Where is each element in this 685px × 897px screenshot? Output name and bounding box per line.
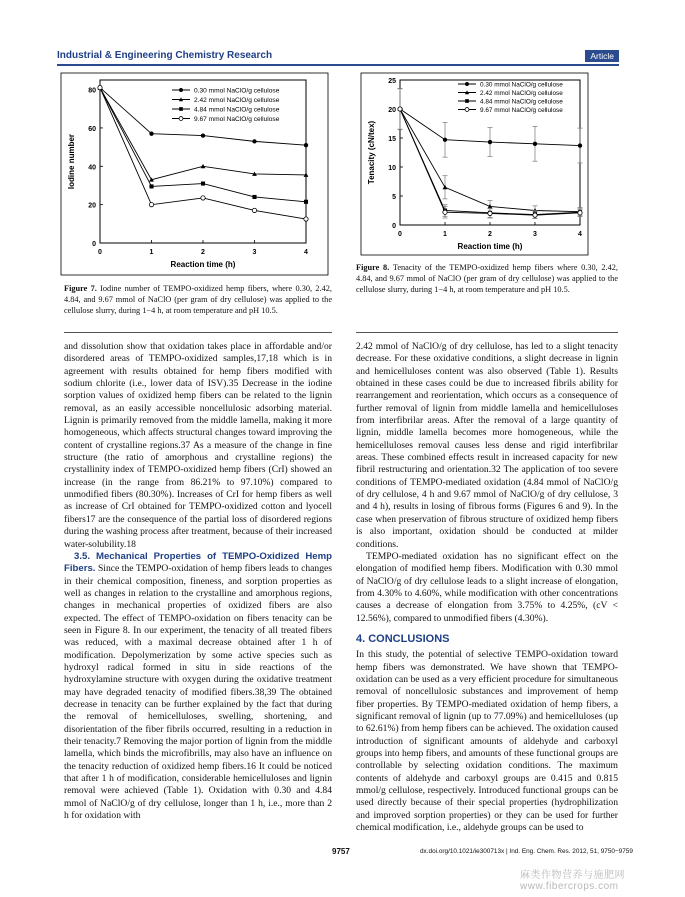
- legend-marker: [465, 82, 469, 86]
- data-point: [533, 142, 537, 146]
- y-tick-label: 0: [392, 223, 396, 230]
- data-point: [578, 211, 582, 215]
- y-tick-label: 25: [388, 78, 396, 85]
- data-point: [304, 143, 308, 147]
- x-tick-label: 0: [98, 249, 102, 256]
- data-point: [201, 182, 205, 186]
- data-point: [304, 200, 308, 204]
- y-axis-label: Iodine number: [67, 133, 76, 190]
- legend-marker: [179, 107, 183, 111]
- right-paragraph-1: 2.42 mmol of NaClO/g of dry cellulose, has led to a slight tenacity decrease. For these oxidative conditions, a slight decrease in lignin and hemicelluloses content was also observed (Table 1). Results obtained in these cases could be due to increased fibrils ability for rearrangement and reorientation, which occurs as a consequence of further removal of lignin from middle lamella and hemicelluloses from interfibrilar areas. After the removal of a large quantity of lignin, middle lamella becomes more homogeneous, while the hemicelluloses removal causes less dense and rigid interfibrilar areas. These combined effects result in increased capacity for new fibril restructuring and orientation.32 The application of too severe conditions of TEMPO-mediated oxidation (4.84 mmol of NaClO/g of dry cellulose, 4 h and 9.67 mmol of NaClO/g of dry cellulose, 3 and 4 h), results in losing of fibrous forms (Figures 6 and 9). In the case when preservation of fibrous structure of oxidized hemp fibers is also important, oxidation should be conducted at milder conditions.: [356, 341, 618, 550]
- data-point: [304, 217, 308, 221]
- legend-label: 2.42 mmol NaClO/g cellulose: [480, 90, 563, 97]
- data-point: [533, 213, 537, 217]
- x-axis-label: Reaction time (h): [170, 260, 236, 269]
- data-point: [149, 202, 153, 206]
- x-axis-label: Reaction time (h): [457, 242, 523, 251]
- figure-7-label: Figure 7.: [64, 284, 97, 293]
- data-point: [149, 132, 153, 136]
- figure-7-caption-text: Iodine number of TEMPO-oxidized hemp fibers, where 0.30, 2.42, 4.84, and 9.67 mmol of NaClO (per gram of dry cellulose) was applied to the cellulose slurry, during 1−4 h, at room temperature and pH 10.5.: [64, 284, 332, 316]
- data-point: [201, 164, 206, 168]
- y-tick-label: 5: [392, 194, 396, 201]
- y-tick-label: 80: [88, 87, 96, 95]
- y-tick-label: 40: [88, 164, 96, 172]
- conclusions-paragraph: In this study, the potential of selective TEMPO-oxidation toward hemp fibers was demonstrated. We have shown that TEMPO-oxidation can be used as a very efficient procedure for simultaneous removal of noncellulosic substances and improvement of hemp fiber properties. By TEMPO-mediated oxidation of hemp fibers, a significant removal of lignin (up to 77.09%) and hemicelluloses (up to 62.61%) from hemp fibers can be achieved. The oxidation caused introduction of significant amounts of aldehyde and carboxyl groups into hemp fibers, and amounts of these functional groups are controllable by selecting oxidation conditions. The maximum contents of aldehyde and carboxyl groups are 0.415 and 0.815 mmol/g cellulose, respectively. Introduced functional groups can be used directly because of their special properties (hydrophilization and improved sorption properties) or they can be used for further chemical modification, i.e., aldehyde groups can be used to: [356, 649, 618, 834]
- article-type-badge: Article: [585, 50, 619, 62]
- data-point: [201, 133, 205, 137]
- legend-label: 9.67 mmol NaClO/g cellulose: [480, 107, 563, 114]
- y-tick-label: 10: [388, 165, 396, 172]
- section-3-5-heading: 3.5. Mechanical Properties of TEMPO-Oxidized Hemp Fibers.: [64, 550, 332, 575]
- data-point: [149, 184, 153, 188]
- x-tick-label: 1: [443, 231, 447, 238]
- legend-marker: [465, 99, 469, 103]
- legend-label: 4.84 mmol NaClO/g cellulose: [480, 98, 563, 106]
- plot-area: [100, 80, 306, 243]
- conclusions-heading: 4. CONCLUSIONS: [356, 632, 450, 645]
- data-point: [398, 107, 402, 111]
- x-tick-label: 1: [149, 249, 154, 256]
- legend-label: 9.67 mmol NaClO/g cellulose: [194, 116, 280, 123]
- figure-8-caption-text: Tenacity of the TEMPO-oxidized hemp fibers where 0.30, 2.42, 4.84, and 9.67 mmol of NaClO (per gram of dry cellulose) was applied to the cellulose slurry, during 1−4 h, at room temperature and pH 10.5.: [356, 263, 618, 295]
- x-tick-label: 4: [578, 231, 582, 238]
- figure-8-divider: [356, 332, 618, 333]
- figure-7-chart: [60, 72, 330, 277]
- legend-label: 4.84 mmol NaClO/g cellulose: [194, 106, 280, 114]
- data-point: [488, 140, 492, 144]
- data-point: [252, 208, 256, 212]
- right-column: [356, 341, 618, 834]
- data-point: [252, 139, 256, 143]
- page-number: 9757: [332, 847, 350, 856]
- series-line: [400, 109, 580, 215]
- y-tick-label: 60: [88, 125, 96, 133]
- x-tick-label: 0: [398, 231, 402, 238]
- y-tick-label: 0: [92, 241, 96, 248]
- legend-marker: [465, 108, 469, 112]
- figure-8-label: Figure 8.: [356, 263, 390, 272]
- legend-label: 0.30 mmol NaClO/g cellulose: [480, 81, 563, 89]
- y-axis-label: Tenacity (cN/tex): [367, 120, 376, 185]
- journal-header: [57, 50, 619, 66]
- y-tick-label: 20: [388, 107, 396, 114]
- x-tick-label: 4: [304, 249, 308, 256]
- x-tick-label: 3: [533, 231, 537, 238]
- left-column: [64, 341, 332, 822]
- site-watermark: 麻类作物营养与施肥网 www.fibercrops.com: [520, 870, 625, 892]
- x-tick-label: 2: [201, 249, 205, 256]
- data-point: [443, 185, 448, 189]
- figure-7-caption: [64, 283, 332, 317]
- legend-marker: [179, 88, 183, 92]
- series-line: [400, 109, 580, 215]
- left-paragraph-2: Since the TEMPO-oxidation of hemp fibers leads to changes in their chemical composition, fineness, and sorption properties as well as changes in relation to the crystalline and amorphous regions, changes in mechanical properties of oxidized fibers are also expected. The effect of TEMPO-oxidation on fibers tenacity can be seen in Figure 8. In our experiment, the tenacity of all treated fibers was reduced, with a maximal decrease obtained after 1 h of modification. Depolymerization by some active species such as hydroxyl radical formed in situ in side reactions of the hydroxylamine structure with oxygen during the oxidative treatment may have degraded tenacity of modified fibers.38,39 The obtained decrease in tenacity can be further explained by the fact that during the removal of hemicelluloses, swelling, shortening, and disorientation of the fiber fibrils occurred, resulting in a reduction in their tenacity.7 Removing the major portion of lignin from the middle lamella, which binds the microfibrills, may also have an influence on the tenacity reduction of oxidized hemp fibers.16 It could be noticed that after 1 h of modification, considerable hemicelluloses and lignin removal were achieved (Table 1). Oxidation with 0.30 and 4.84 mmol of NaClO/g of dry cellulose, longer than 1 h, i.e., more than 2 h for oxidation with: [64, 563, 332, 822]
- figure-8-chart: [360, 72, 590, 257]
- data-point: [443, 210, 447, 214]
- data-point: [488, 211, 492, 215]
- series-line: [400, 109, 580, 212]
- y-tick-label: 20: [88, 202, 96, 210]
- legend-label: 2.42 mmol NaClO/g cellulose: [194, 97, 280, 104]
- data-point: [578, 143, 582, 147]
- figure-7-divider: [64, 332, 332, 333]
- data-point: [443, 138, 447, 142]
- figure-8-caption: [356, 262, 618, 296]
- x-tick-label: 2: [488, 231, 492, 238]
- doi-citation: dx.doi.org/10.1021/ie300713x | Ind. Eng. Chem. Res. 2012, 51, 9750−9759: [420, 848, 633, 855]
- data-point: [201, 196, 205, 200]
- data-point: [98, 86, 102, 90]
- journal-title: Industrial & Engineering Chemistry Research: [57, 50, 273, 61]
- x-tick-label: 3: [252, 249, 257, 256]
- y-tick-label: 15: [388, 136, 396, 143]
- legend-marker: [179, 117, 183, 121]
- left-paragraph-1: and dissolution show that oxidation takes place in affordable and/or disordered areas of TEMPO-oxidized samples,17,18 which is in agreement with results obtained for hemp fibers modified with sodium chlorite (i.e., lower data of ISV).35 Decrease in the iodine sorption values of oxidized hemp fibers can be related to the lignin removal, as an easily accessible noncellulosic adsorbing material. Lignin is primarily removed from the middle lamella, making it more homogeneous, which affects structural changes toward improving the content of crystalline regions.37 As a measure of the change in fine structure (the ratio of amorphous and crystalline regions) the crystallinity index of TEMPO-oxidized hemp fibers (CrI) showed an increase (in the range from 86.21% to 97.10%) compared to unmodified fibers (80.30%). Increases of CrI for hemp fibers as well as increase of CrI obtained for TEMPO-oxidized cotton and lyocell fibers17 are the consequence of the partial loss of disordered regions during the washing process after treatment, because of their increased water-solubility.18: [64, 341, 332, 550]
- legend-label: 0.30 mmol NaClO/g cellulose: [194, 87, 280, 95]
- data-point: [252, 195, 256, 199]
- right-paragraph-2: TEMPO-mediated oxidation has no significant effect on the elongation of modified hemp fibers. Modification with 0.30 mmol of NaClO/g of dry cellulose leads to a slight increase of elongation, from 4.30% to 4.60%, while modification with other concentrations causes a decrease of elongation from 3.75% to 4.25%, (cV < 12.56%), compared to unmodified fibers (4.30%).: [356, 550, 618, 624]
